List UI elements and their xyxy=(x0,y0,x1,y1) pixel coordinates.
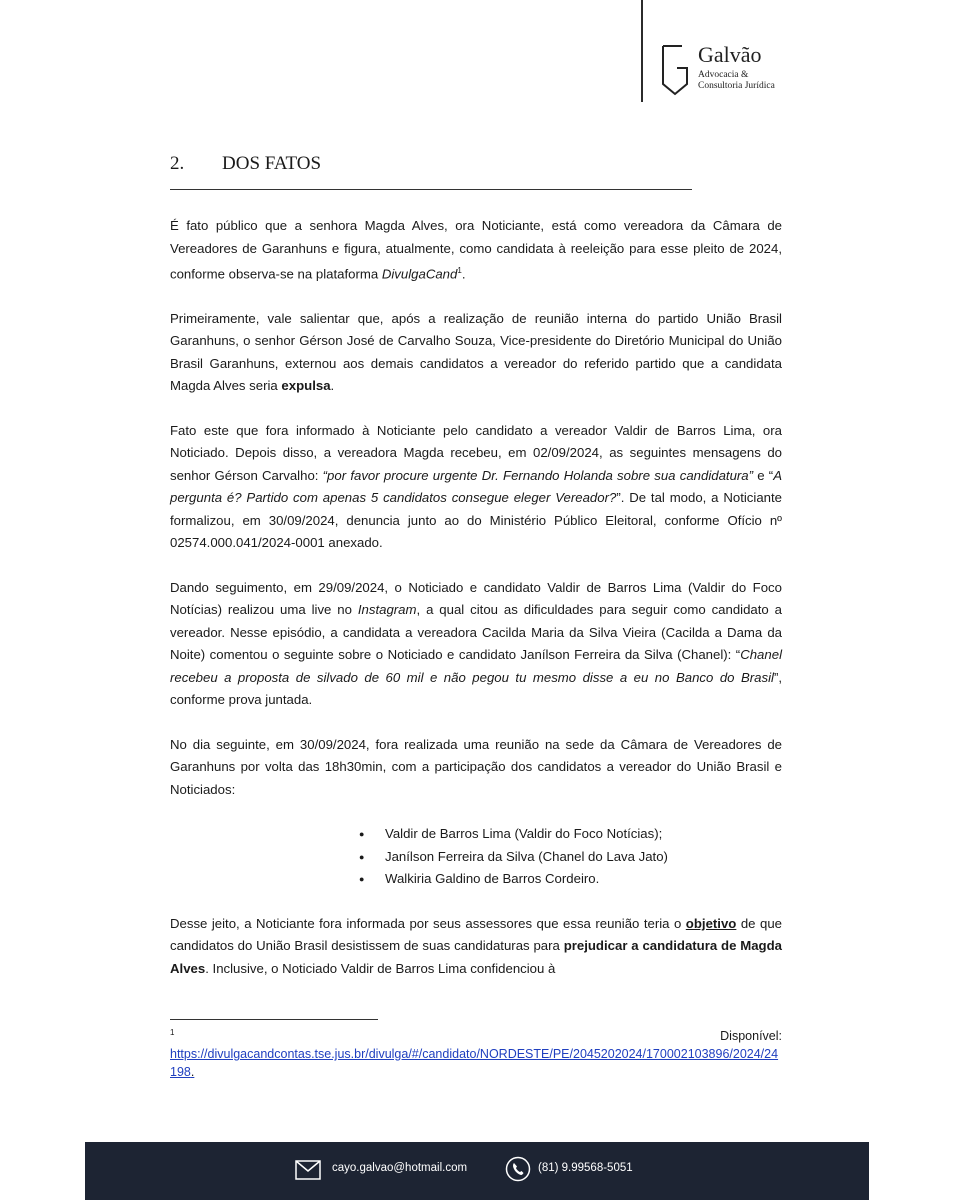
paragraph-5: No dia seguinte, em 30/09/2024, fora realizada uma reunião na sede da Câmara de Vereadores de Garanhuns por volta das 18h30min, com a participação dos candidatos a vereador do União Brasil e Noticiados: xyxy=(170,736,782,797)
paragraph-1: É fato público que a senhora Magda Alves, ora Noticiante, está como vereadora da Câmara de Vereadores de Garanhuns e figura, atualmente, como candidata à reeleição para esse pleito de 2024, conforme observa-se na plataforma DivulgaCand$^1$. xyxy=(170,218,782,282)
footnote: $^1$ Disponível: https://divulgacandcontas.tse.jus.br/divulga/#/candidato/NORDESTE/PE/2045202024/170002103896/2024/24198. xyxy=(170,1028,782,1079)
footer-phone[interactable]: (81) 9.99568-5051 xyxy=(538,1162,633,1174)
footnote-available-label: Disponível: xyxy=(720,1029,782,1043)
footnote-ref[interactable]: 1 xyxy=(457,266,462,275)
section-title: DOS FATOS xyxy=(222,153,322,174)
footnote-link[interactable]: https://divulgacandcontas.tse.jus.br/divulga/#/candidato/NORDESTE/PE/2045202024/170002103896/2024/24198 xyxy=(170,1047,779,1079)
mail-icon xyxy=(295,1160,321,1180)
footer-email[interactable]: cayo.galvao@hotmail.com xyxy=(332,1162,468,1174)
list-item: ● Valdir de Barros Lima (Valdir do Foco Notícias); xyxy=(385,823,782,846)
list-item: ● Janílson Ferreira da Silva (Chanel do Lava Jato) xyxy=(385,846,782,869)
paragraph-4: Dando seguimento, em 29/09/2024, o Noticiado e candidato Valdir de Barros Lima (Valdir do Foco Notícias) realizou uma live no Instagram, a qual citou as dificuldades para seguir como candidato a vereador. Nesse episódio, a candidata a vereadora Cacilda Maria da Silva Vieira (Cacilda a Dama da Noite) comentou o seguinte sobre o Noticiado e candidato Janílson Ferreira da Silva (Chanel): “Chanel recebeu a proposta de silvado de 60 mil e não pegou tu mesmo disse a eu no Banco do Brasil”, conforme prova juntada. xyxy=(170,579,783,708)
participants-list xyxy=(170,823,782,891)
phone-icon xyxy=(505,1156,531,1182)
section-number: 2. xyxy=(170,153,185,174)
logo xyxy=(660,42,800,98)
paragraph-6: Desse jeito, a Noticiante fora informada por seus assessores que essa reunião teria o objetivo de que candidatos do União Brasil desistissem de suas candidaturas para prejudicar a candidatura de Magda Alves. Inclusive, o Noticiado Valdir de Barros Lima confidenciou à xyxy=(170,915,783,976)
list-item: ● Walkiria Galdino de Barros Cordeiro. xyxy=(385,868,782,891)
logo-g-icon xyxy=(660,44,690,96)
section-heading xyxy=(170,153,321,175)
paragraph-2: Primeiramente, vale salientar que, após a realização de reunião interna do partido União Brasil Garanhuns, o senhor Gérson José de Carvalho Souza, Vice-presidente do Diretório Municipal do União Brasil Garanhuns, externou aos demais candidatos a vereador do referido partido que a candidata Magda Alves seria expulsa. xyxy=(170,310,782,394)
logo-subtitle: Advocacia & Consultoria Jurídica xyxy=(698,70,775,91)
paragraph-3: Fato este que fora informado à Noticiante pelo candidato a vereador Valdir de Barros Lima, ora Noticiado. Depois disso, a vereadora Magda recebeu, em 02/09/2024, as seguintes mensagens do senhor Gérson Carvalho: “por favor procure urgente Dr. Fernando Holanda sobre sua candidatura” e “A pergunta é? Partido com apenas 5 candidatos consegue eleger Vereador?”. De tal modo, a Noticiante formalizou, em 30/09/2024, denuncia junto ao do Ministério Público Eleitoral, conforme Ofício nº 02574.000.041/2024-0001 anexado. xyxy=(170,422,782,551)
page-footer xyxy=(85,1142,869,1200)
logo-name: Galvão xyxy=(698,42,762,67)
header-divider xyxy=(641,0,643,102)
footnote-number: 1 xyxy=(170,1028,175,1037)
footnote-rule xyxy=(170,1019,378,1020)
document-body xyxy=(170,215,782,1002)
heading-rule xyxy=(170,189,692,190)
